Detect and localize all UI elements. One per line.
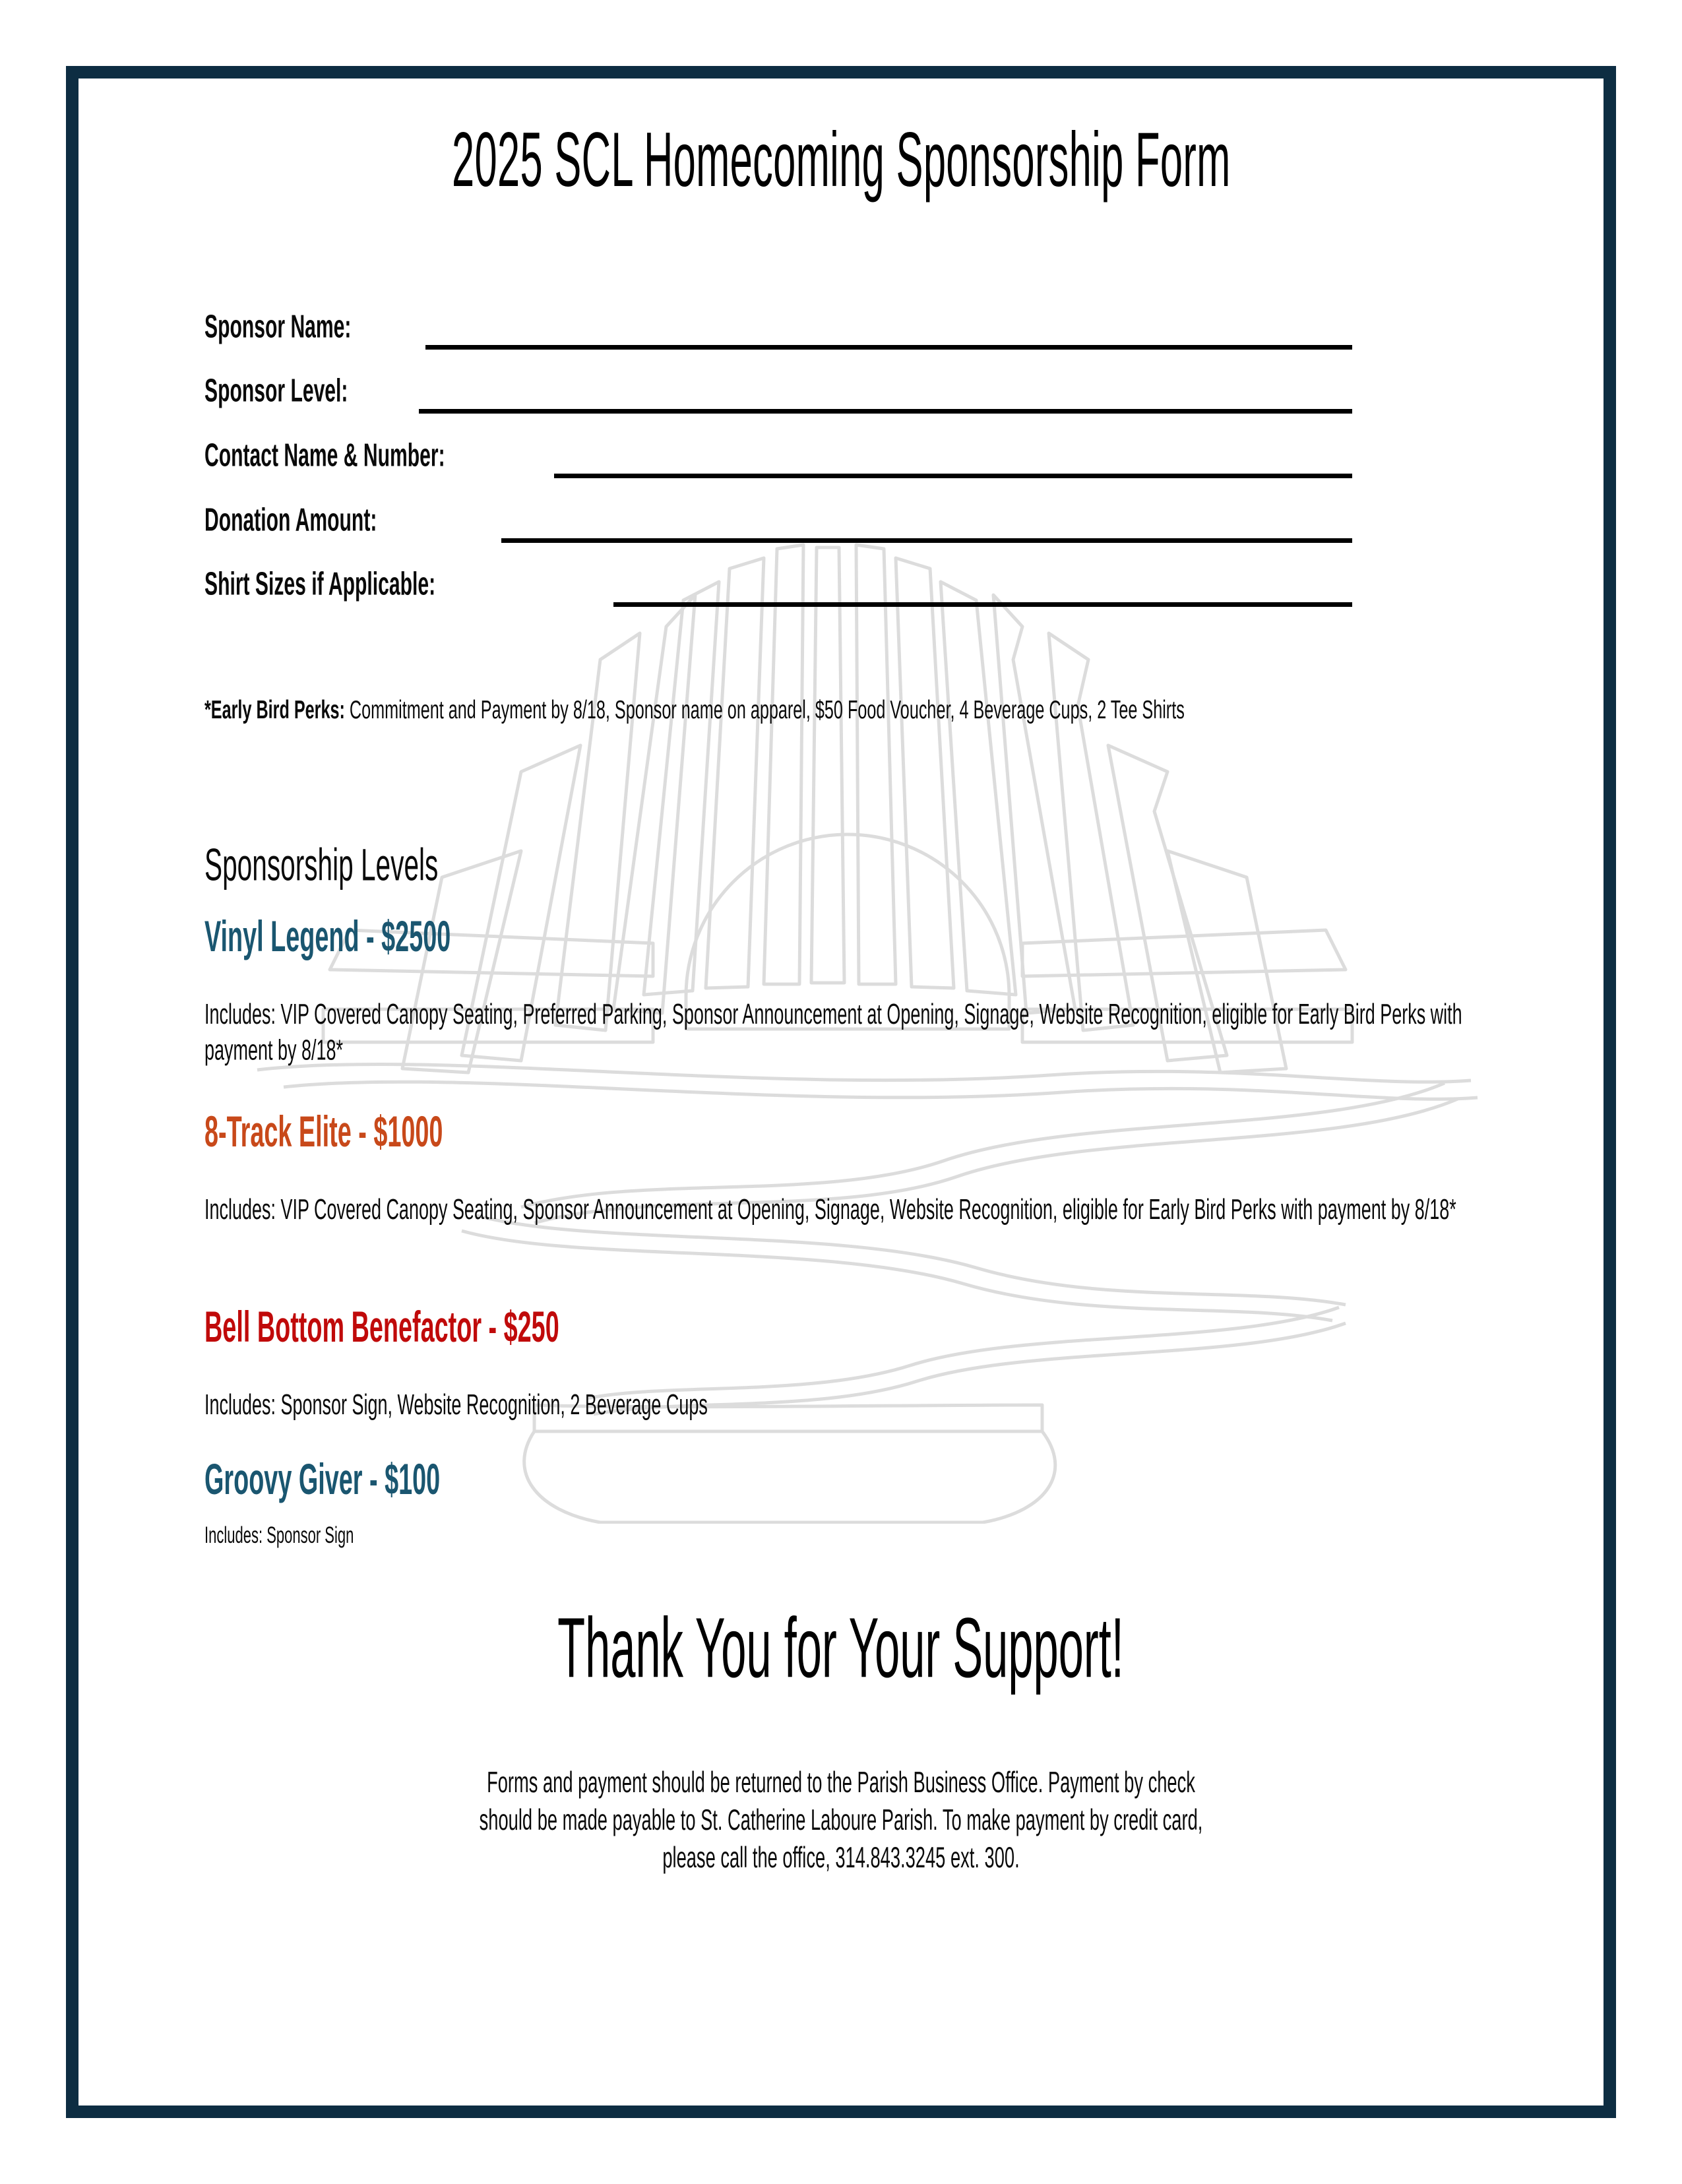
- field-label-sponsor-name: Sponsor Name:: [204, 309, 352, 345]
- level-description-bell-bottom-benefactor: Includes: Sponsor Sign, Website Recognition, 2 Beverage Cups: [204, 1389, 708, 1421]
- level-title-bell-bottom-benefactor: Bell Bottom Benefactor - $250: [204, 1303, 559, 1352]
- field-input-sponsor-name[interactable]: [425, 345, 1352, 350]
- early-bird-perks-body: Commitment and Payment by 8/18, Sponsor name on apparel, $50 Food Voucher, 4 Beverage Cups, 2 Tee Shirts: [344, 695, 1185, 724]
- level-title-8-track-elite: 8-Track Elite - $1000: [204, 1108, 443, 1156]
- thank-you-heading: [0, 1600, 1682, 1696]
- level-description-vinyl-legend: Includes: VIP Covered Canopy Seating, Preferred Parking, Sponsor Announcement at Opening, Signage, Website Recognition, eligible for Early Bird Perks with payment by 8/18*: [204, 999, 1462, 1067]
- field-label-shirt-sizes: Shirt Sizes if Applicable:: [204, 566, 436, 602]
- early-bird-perks-heading: *Early Bird Perks:: [204, 695, 345, 724]
- thank-you-text: Thank You for Your Support!: [557, 1600, 1125, 1696]
- field-input-donation-amount[interactable]: [501, 538, 1352, 543]
- form-field-sponsor-name[interactable]: [204, 309, 1352, 350]
- field-label-sponsor-level: Sponsor Level:: [204, 373, 348, 409]
- level-description-groovy-giver: Includes: Sponsor Sign: [204, 1522, 354, 1549]
- field-label-donation-amount: Donation Amount:: [204, 502, 377, 538]
- field-input-shirt-sizes[interactable]: [613, 602, 1352, 607]
- footer-instructions: [0, 1764, 1682, 1875]
- early-bird-perks-note: [204, 694, 1461, 722]
- field-label-contact-name-number: Contact Name & Number:: [204, 437, 445, 474]
- form-field-donation-amount[interactable]: [204, 502, 1352, 543]
- level-description-8-track-elite: Includes: VIP Covered Canopy Seating, Sponsor Announcement at Opening, Signage, Website Recognition, eligible for Early Bird Perks with payment by 8/18*: [204, 1194, 1456, 1226]
- form-field-contact-name-number[interactable]: [204, 437, 1352, 478]
- field-input-contact-name-number[interactable]: [554, 474, 1352, 478]
- footer-line-2: should be made payable to St. Catherine Laboure Parish. To make payment by credit card,: [479, 1804, 1203, 1837]
- form-field-sponsor-level[interactable]: [204, 373, 1352, 414]
- level-title-vinyl-legend: Vinyl Legend - $2500: [204, 912, 451, 961]
- sponsorship-levels-heading: Sponsorship Levels: [204, 840, 439, 890]
- page-title-text: 2025 SCL Homecoming Sponsorship Form: [451, 117, 1231, 203]
- level-title-groovy-giver: Groovy Giver - $100: [204, 1455, 441, 1504]
- footer-line-1: Forms and payment should be returned to the Parish Business Office. Payment by check: [487, 1766, 1195, 1799]
- form-field-shirt-sizes[interactable]: [204, 566, 1352, 607]
- field-input-sponsor-level[interactable]: [419, 409, 1352, 414]
- page-title: [0, 117, 1682, 203]
- footer-line-3: please call the office, 314.843.3245 ext. 300.: [662, 1842, 1020, 1875]
